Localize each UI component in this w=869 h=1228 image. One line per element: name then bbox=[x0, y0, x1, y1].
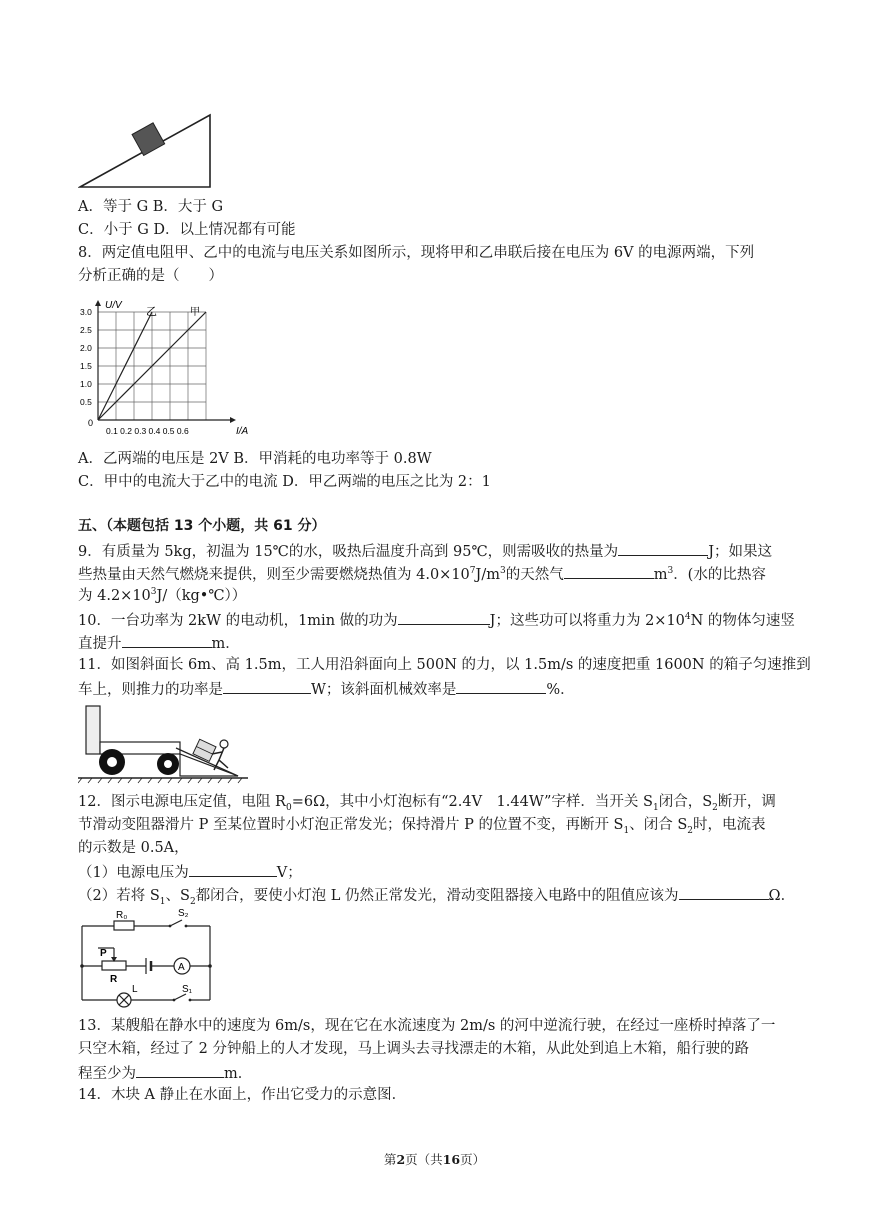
s2-label: S₂ bbox=[178, 908, 189, 919]
answer-blank-resistance[interactable] bbox=[679, 884, 769, 900]
y-axis-label: U/V bbox=[105, 300, 122, 311]
q14-line-1: 14．木块 A 静止在水面上，作出它受力的示意图． bbox=[78, 1087, 407, 1103]
answer-blank-efficiency[interactable] bbox=[456, 678, 546, 694]
page-number: 2 bbox=[396, 1152, 406, 1167]
series-label-yi: 乙 bbox=[146, 306, 157, 318]
q9-line-3: 为 $4.2\times 10^3J/(kg•℃)$） bbox=[78, 587, 247, 604]
q10-line-2: 直提升 m． bbox=[78, 632, 240, 654]
q12-line-2: 节滑动变阻器滑片 P 至某位置时小灯泡正常发光；保持滑片 P 的位置不变，再断开 $S_1$、闭合 $S_2$时，电流表 bbox=[78, 817, 766, 836]
r-label: R bbox=[110, 974, 118, 985]
iu-chart bbox=[78, 298, 258, 440]
x-tick-labels: 0.1 0.2 0.3 0.4 0.5 0.6 bbox=[106, 426, 189, 436]
y-tick-label: 3.0 bbox=[80, 307, 92, 317]
q8-options-2: C．甲中的电流大于乙中的电流 D．甲乙两端的电压之比为 2：1 bbox=[78, 474, 491, 490]
y-tick-label: 2.0 bbox=[80, 343, 92, 353]
page-total: 16 bbox=[442, 1152, 461, 1167]
q12-part-1: （1）电源电压为 V； bbox=[78, 861, 302, 883]
answer-blank-voltage[interactable] bbox=[189, 861, 277, 877]
q12-line-1: 12．图示电源电压定值，电阻 $R_0=6\Omega$，其中小灯泡标有“2.4V 1.44W”字样．当开关 $S_1$闭合，$S_2$断开，调 bbox=[78, 794, 776, 813]
l-label: L bbox=[132, 984, 138, 995]
x-axis-label: I/A bbox=[236, 426, 249, 437]
y-tick-label: 0.5 bbox=[80, 397, 92, 407]
q9-line-1: 9．有质量为 5kg，初温为 15℃的水，吸热后温度升高到 95℃，则需吸收的热量为 J；如果这 bbox=[78, 540, 772, 562]
circuit-figure bbox=[78, 904, 218, 1008]
series-label-jia: 甲 bbox=[190, 307, 200, 318]
y-tick-label: 1.0 bbox=[80, 379, 92, 389]
q11-line-1: 11．如图斜面长 6m、高 1.5m，工人用沿斜面向上 500N 的力，以 1.5m/s 的速度把重 1600N 的箱子匀速推到 bbox=[78, 657, 811, 673]
page-footer: 第2页（共16页） bbox=[383, 1152, 486, 1167]
p-label: P bbox=[100, 948, 107, 959]
q8-options-1: A．乙两端的电压是 2V B．甲消耗的电功率等于 0.8W bbox=[78, 451, 432, 467]
q9-line-2: 些热量由天然气燃烧来提供，则至少需要燃烧热值为 $4.0\times 10^7J/m^3$的天然气 $m^3$．(水的比热容 bbox=[78, 563, 766, 585]
q8-stem-1: 8．两定值电阻甲、乙中的电流与电压关系如图所示，现将甲和乙串联后接在电压为 6V 的电源两端，下列 bbox=[78, 245, 755, 261]
ramp-figure bbox=[78, 702, 250, 784]
q11-line-2: 车上，则推力的功率是 W；该斜面机械效率是 %． bbox=[78, 678, 575, 700]
q13-line-3: 程至少为 m． bbox=[78, 1062, 252, 1084]
incline-figure bbox=[78, 110, 218, 190]
answer-blank-height[interactable] bbox=[122, 632, 212, 648]
section-heading: 五、（本题包括 13 个小题，共 61 分） bbox=[78, 518, 326, 534]
y-tick-label: 1.5 bbox=[80, 361, 92, 371]
ammeter-label: A bbox=[178, 962, 185, 973]
answer-blank-volume[interactable] bbox=[564, 563, 654, 579]
q7-options-2: C．小于 G D．以上情况都有可能 bbox=[78, 222, 296, 238]
block bbox=[132, 123, 165, 156]
y-tick-label: 2.5 bbox=[80, 325, 92, 335]
q12-part-2: （2）若将 $S_1$、$S_2$都闭合，要使小灯泡 L 仍然正常发光，滑动变阻器接入电路中的阻值应该为 Ω． bbox=[78, 884, 795, 906]
q12-line-3: 的示数是 0.5A， bbox=[78, 840, 189, 856]
s1-label: S₁ bbox=[182, 984, 193, 995]
q7-options-1: A．等于 G B．大于 G bbox=[78, 199, 224, 215]
q13-line-1: 13．某艘船在静水中的速度为 6m/s，现在它在水流速度为 2m/s 的河中逆流行驶，在经过一座桥时掉落了一 bbox=[78, 1018, 776, 1034]
answer-blank-work[interactable] bbox=[398, 609, 490, 625]
q10-line-1: 10．一台功率为 2kW 的电动机，1min 做的功为 J；这些功可以将重力为 $2\times 10^4N$ 的物体匀速竖 bbox=[78, 609, 795, 631]
answer-blank-heat[interactable] bbox=[618, 540, 708, 556]
origin-label: 0 bbox=[88, 418, 94, 428]
q13-line-2: 只空木箱，经过了 2 分钟船上的人才发现，马上调头去寻找漂走的木箱，从此处到追上木箱，船行驶的路 bbox=[78, 1041, 749, 1057]
r0-label: R₀ bbox=[116, 910, 128, 921]
answer-blank-distance[interactable] bbox=[136, 1062, 224, 1078]
q8-stem-2: 分析正确的是（ ） bbox=[78, 268, 223, 284]
answer-blank-power[interactable] bbox=[223, 678, 311, 694]
